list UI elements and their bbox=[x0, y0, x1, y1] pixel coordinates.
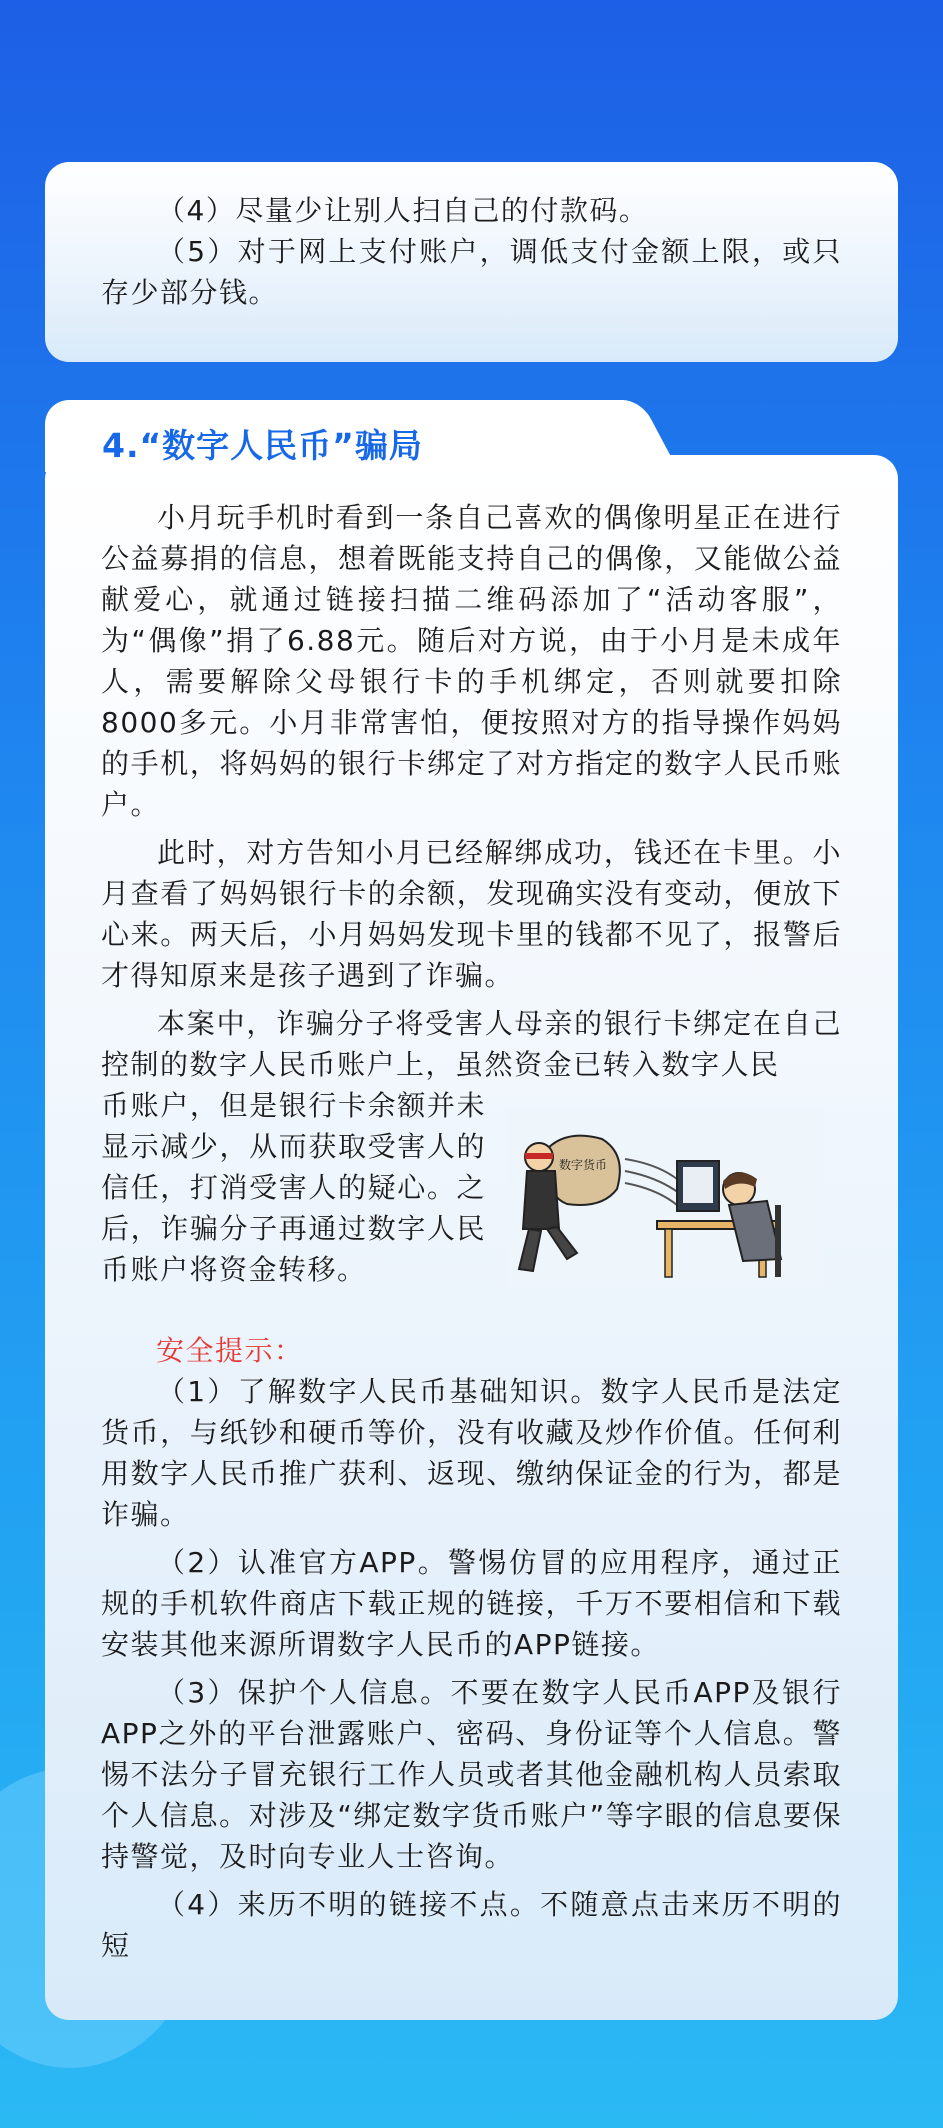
section-body bbox=[101, 455, 842, 1966]
story-paragraph-2: 此时，对方告知小月已经解绑成功，钱还在卡里。小月查看了妈妈银行卡的余额，发现确实没有变动，便放下心来。两天后，小月妈妈发现卡里的钱都不见了，报警后才得知原来是孩子遇到了诈骗。 bbox=[101, 836, 842, 992]
safety-tip-4: （4）来历不明的链接不点。不随意点击来历不明的短 bbox=[101, 1888, 842, 1962]
safety-tips-title: 安全提示： bbox=[156, 1334, 304, 1367]
safety-tip-2: （2）认准官方APP。警惕仿冒的应用程序，通过正规的手机软件商店下载正规的链接，千万不要相信和下载安装其他来源所谓数字人民币的APP链接。 bbox=[101, 1546, 842, 1661]
scam-illustration bbox=[507, 1109, 823, 1287]
analysis-float-row bbox=[101, 1085, 842, 1290]
story-paragraph-1: 小月玩手机时看到一条自己喜欢的偶像明星正在进行公益募捐的信息，想着既能支持自己的偶像，又能做公益献爱心，就通过链接扫描二维码添加了“活动客服”，为“偶像”捐了6.88元。随后对方说，由于小月是未成年人，需要解除父母银行卡的手机绑定，否则就要扣除8000多元。小月非常害怕，便按照对方的指导操作妈妈的手机，将妈妈的银行卡绑定了对方指定的数字人民币账户。 bbox=[101, 501, 842, 821]
tip-paragraph-5: （5）对于网上支付账户，调低支付金额上限，或只存少部分钱。 bbox=[101, 235, 842, 309]
section-title: 4.“数字人民币”骗局 bbox=[102, 426, 423, 465]
analysis-paragraph-top: 本案中，诈骗分子将受害人母亲的银行卡绑定在自己控制的数字人民币账户上，虽然资金已转入数字人民 bbox=[101, 1007, 842, 1081]
analysis-paragraph-wrapped: 币账户，但是银行卡余额并未显示减少，从而获取受害人的信任，打消受害人的疑心。之后，诈骗分子再通过数字人民币账户将资金转移。 bbox=[101, 1089, 486, 1286]
scam-section-card bbox=[45, 455, 898, 2020]
money-bag-label: 数字货币 bbox=[559, 1158, 608, 1172]
safety-tip-3: （3）保护个人信息。不要在数字人民币APP及银行APP之外的平台泄露账户、密码、身份证等个人信息。警惕不法分子冒充银行工作人员或者其他金融机构人员索取个人信息。对涉及“绑定数字货币账户”等字眼的信息要保持警觉，及时向专业人士咨询。 bbox=[101, 1676, 842, 1873]
tip-paragraph-4: （4）尽量少让别人扫自己的付款码。 bbox=[157, 194, 649, 227]
safety-tip-1: （1）了解数字人民币基础知识。数字人民币是法定货币，与纸钞和硬币等价，没有收藏及炒作价值。任何利用数字人民币推广获利、返现、缴纳保证金的行为，都是诈骗。 bbox=[101, 1375, 842, 1531]
thief-and-victim-illustration bbox=[507, 1109, 823, 1287]
tips-card-continued bbox=[45, 162, 898, 362]
